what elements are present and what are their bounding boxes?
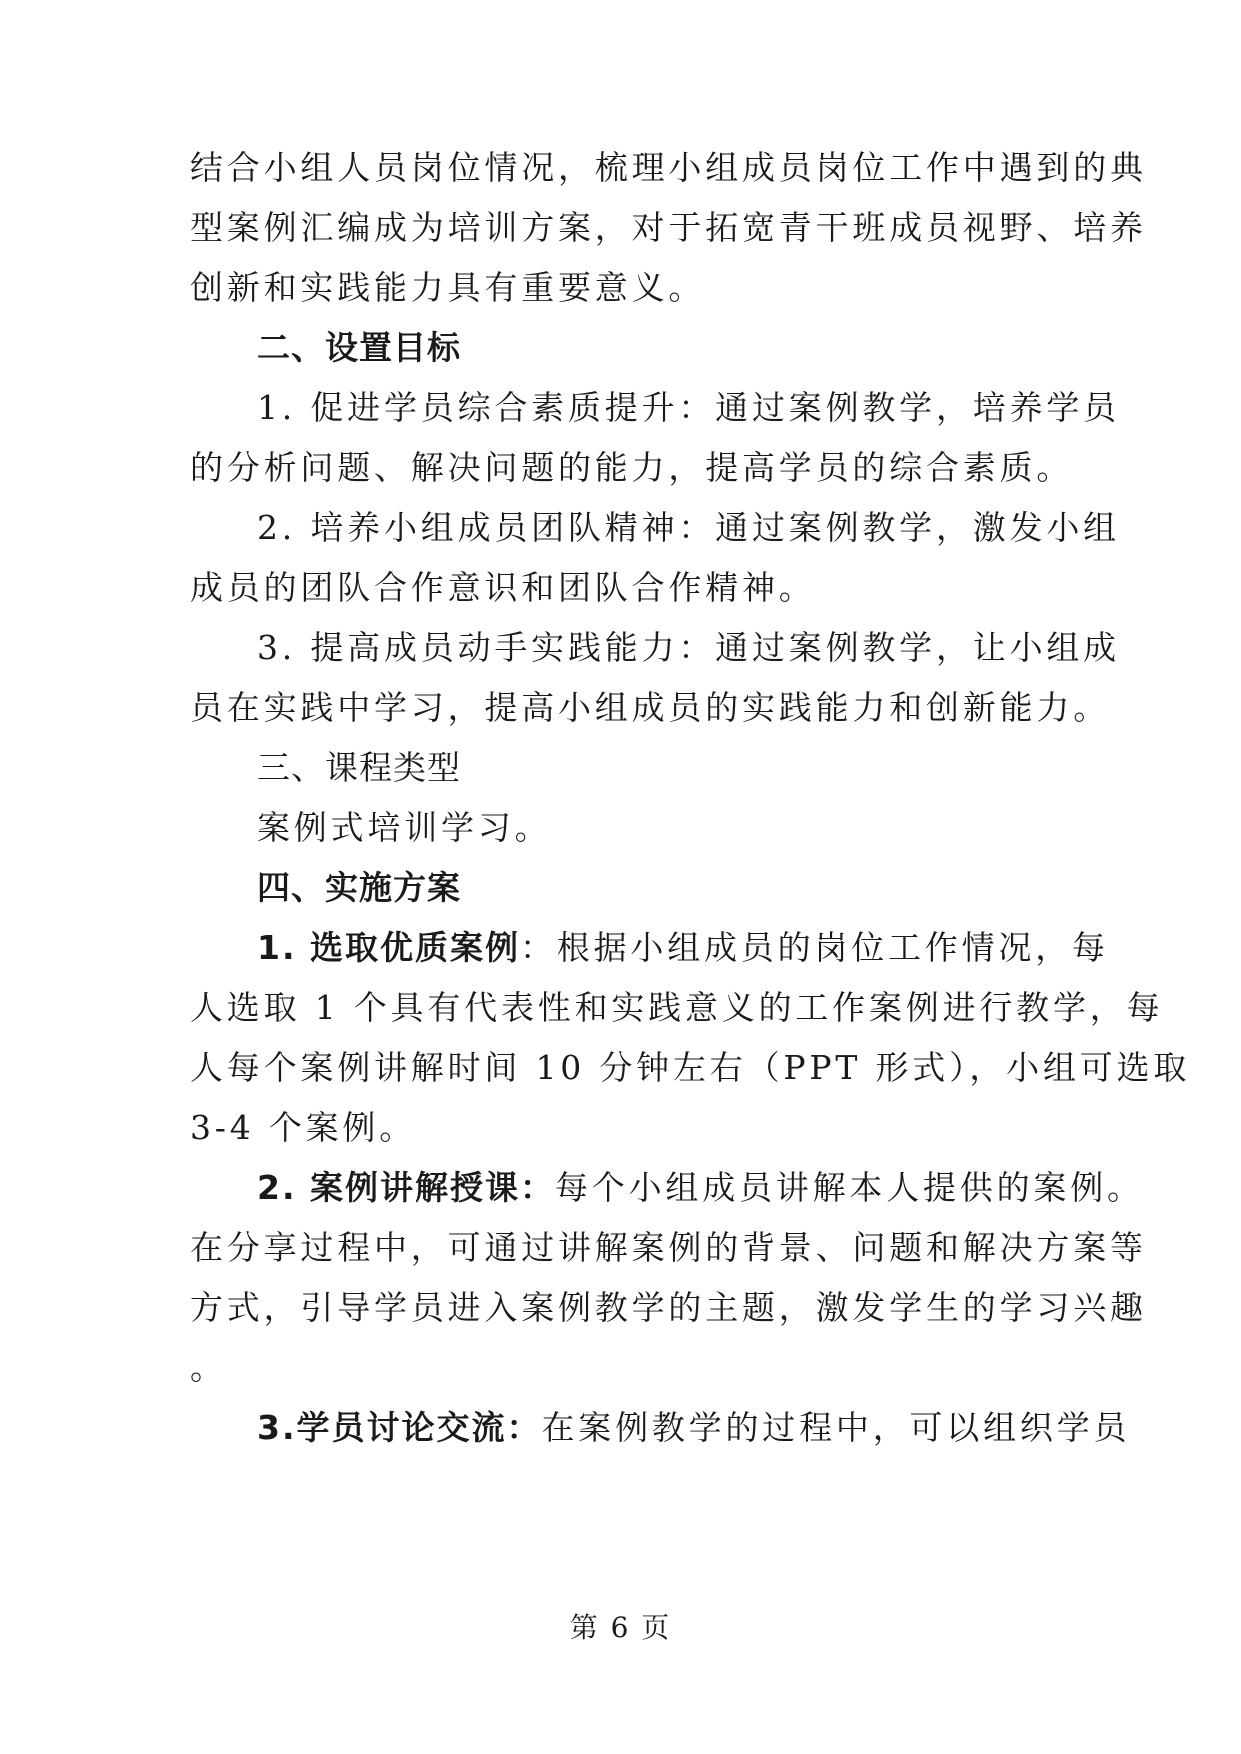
course-type-body: 案例式培训学习。 — [257, 808, 552, 847]
plan-item-2-text: 每个小组成员讲解本人提供的案例。 — [555, 1168, 1144, 1207]
plan-item-2-line-4: 。 — [190, 1348, 227, 1387]
plan-item-1-line-4: 3-4 个案例。 — [190, 1108, 417, 1147]
goal-item-3-line-1: 3. 提高成员动手实践能力：通过案例教学，让小组成 — [257, 628, 1120, 667]
plan-item-1-line-1 — [257, 928, 1109, 968]
plan-item-1-line-2: 人选取 1 个具有代表性和实践意义的工作案例进行教学，每 — [190, 988, 1164, 1027]
plan-item-1-text: ：根据小组成员的岗位工作情况，每 — [520, 928, 1109, 967]
goal-item-1-line-1: 1. 促进学员综合素质提升：通过案例教学，培养学员 — [257, 388, 1120, 427]
section-heading-course-type: 三、课程类型 — [257, 748, 461, 787]
plan-item-3-line-1 — [257, 1408, 1131, 1448]
intro-line-3: 创新和实践能力具有重要意义。 — [190, 268, 706, 307]
plan-item-2-line-3: 方式，引导学员进入案例教学的主题，激发学生的学习兴趣 — [190, 1288, 1147, 1327]
goal-item-2-line-2: 成员的团队合作意识和团队合作精神。 — [190, 568, 816, 607]
intro-line-2: 型案例汇编成为培训方案，对于拓宽青干班成员视野、培养 — [190, 208, 1147, 247]
goal-item-3-line-2: 员在实践中学习，提高小组成员的实践能力和创新能力。 — [190, 688, 1110, 727]
plan-item-2-line-2: 在分享过程中，可通过讲解案例的背景、问题和解决方案等 — [190, 1228, 1147, 1267]
plan-item-3-lead: 3.学员讨论交流： — [257, 1408, 542, 1447]
plan-item-2-line-1 — [257, 1168, 1144, 1208]
plan-item-1-line-3: 人每个案例讲解时间 10 分钟左右（PPT 形式），小组可选取 — [190, 1048, 1191, 1087]
plan-item-1-lead: 1. 选取优质案例 — [257, 928, 520, 967]
goal-item-1-line-2: 的分析问题、解决问题的能力，提高学员的综合素质。 — [190, 448, 1074, 487]
section-heading-implementation: 四、实施方案 — [257, 868, 461, 907]
plan-item-3-text: 在案例教学的过程中，可以组织学员 — [541, 1408, 1131, 1447]
plan-item-2-lead: 2. 案例讲解授课： — [257, 1168, 555, 1207]
goal-item-2-line-1: 2. 培养小组成员团队精神：通过案例教学，激发小组 — [257, 508, 1120, 547]
page-number: 第 6 页 — [569, 1611, 672, 1644]
section-heading-goals: 二、设置目标 — [257, 328, 461, 367]
intro-line-1: 结合小组人员岗位情况，梳理小组成员岗位工作中遇到的典 — [190, 148, 1147, 187]
